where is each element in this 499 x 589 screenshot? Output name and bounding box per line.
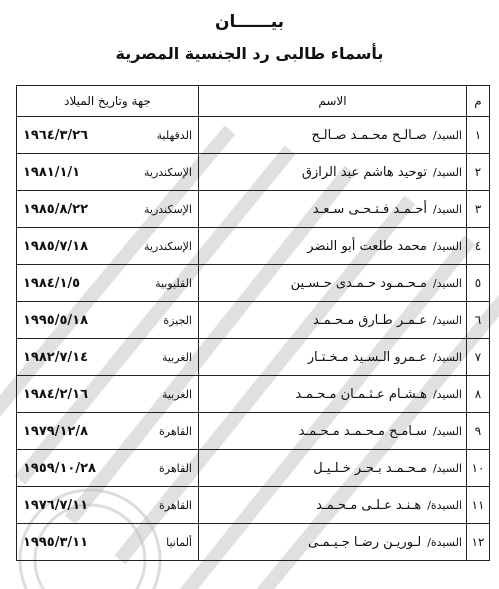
row-number: ١ (467, 117, 490, 154)
table-row (17, 413, 490, 450)
birth-info-cell (17, 376, 199, 413)
birth-info-cell (17, 228, 199, 265)
name-cell (199, 191, 467, 228)
birth-date: ١٩٨٢/٧/١٤ (23, 349, 89, 365)
birth-date: ١٩٩٥/٥/١٨ (23, 312, 89, 328)
birth-info-cell (17, 302, 199, 339)
birth-date: ١٩٩٥/٣/١١ (23, 534, 89, 550)
table-row (17, 376, 490, 413)
row-number: ١٢ (467, 524, 490, 561)
row-number: ٥ (467, 265, 490, 302)
person-name: هـنـد عـلـى مـحـمـد (316, 497, 422, 513)
honorific: السيدة/ (427, 535, 462, 549)
birth-info-cell (17, 265, 199, 302)
birth-info-cell (17, 154, 199, 191)
header-birth-info: جهة وتاريخ الميلاد (17, 86, 199, 117)
row-number: ٩ (467, 413, 490, 450)
name-cell (199, 413, 467, 450)
header-num: م (467, 86, 490, 117)
birth-date: ١٩٧٩/١٢/٨ (23, 423, 89, 439)
honorific: السيدة/ (427, 498, 462, 512)
table-row (17, 302, 490, 339)
table-row (17, 487, 490, 524)
birth-info-cell (17, 413, 199, 450)
birth-place: القاهرة (159, 424, 192, 438)
birth-place: الإسكندرية (144, 202, 192, 216)
person-name: عـمـر طـارق مـحـمـد (313, 312, 427, 328)
document-title: بيــــــان (214, 12, 285, 32)
row-number: ٧ (467, 339, 490, 376)
name-cell (199, 154, 467, 191)
table-row (17, 117, 490, 154)
table-row (17, 265, 490, 302)
person-name: توحيد هاشم عبد الرازق (301, 164, 427, 180)
table-row (17, 191, 490, 228)
table-row (17, 228, 490, 265)
document-subtitle: بأسماء طالبى رد الجنسية المصرية (115, 44, 384, 63)
birth-info-cell (17, 191, 199, 228)
birth-info-cell (17, 524, 199, 561)
honorific: السيد/ (432, 350, 462, 364)
honorific: السيد/ (432, 239, 462, 253)
name-cell (199, 228, 467, 265)
person-name: مـحـمـود حـمـدى حـسـين (290, 275, 427, 291)
name-cell (199, 524, 467, 561)
row-number: ٤ (467, 228, 490, 265)
birth-date: ١٩٨٥/٨/٢٢ (23, 201, 89, 217)
row-number: ٦ (467, 302, 490, 339)
birth-place: القاهرة (159, 461, 192, 475)
birth-date: ١٩٥٩/١٠/٢٨ (23, 460, 96, 476)
table-row (17, 524, 490, 561)
birth-info-cell (17, 487, 199, 524)
birth-date: ١٩٧٦/٧/١١ (23, 497, 89, 513)
row-number: ٢ (467, 154, 490, 191)
person-name: محمد طلعت أبو النضر (307, 238, 427, 254)
table-header-row (17, 86, 490, 117)
birth-place: الجيزة (163, 313, 192, 327)
birth-place: القاهرة (159, 498, 192, 512)
person-name: مـحـمـد بـحـر خـلـيـل (313, 460, 427, 476)
name-cell (199, 376, 467, 413)
birth-place: القليوبية (155, 276, 192, 290)
name-cell (199, 339, 467, 376)
honorific: السيد/ (432, 461, 462, 475)
header-name: الاسم (199, 86, 467, 117)
row-number: ٣ (467, 191, 490, 228)
row-number: ١١ (467, 487, 490, 524)
person-name: سـامـح مـحـمـد مـحـمـد (298, 423, 427, 439)
table-row (17, 339, 490, 376)
name-cell (199, 265, 467, 302)
birth-date: ١٩٨٤/٢/١٦ (23, 386, 89, 402)
honorific: السيد/ (432, 424, 462, 438)
birth-place: الغربية (161, 387, 192, 401)
person-name: لـوريـن رضـا جـيـمـى (308, 534, 422, 550)
birth-place: الإسكندرية (144, 239, 192, 253)
name-cell (199, 302, 467, 339)
birth-place: الإسكندرية (144, 165, 192, 179)
birth-place: ألمانيا (166, 535, 192, 549)
table-row (17, 450, 490, 487)
birth-info-cell (17, 117, 199, 154)
honorific: السيد/ (432, 128, 462, 142)
honorific: السيد/ (432, 313, 462, 327)
birth-info-cell (17, 450, 199, 487)
row-number: ٨ (467, 376, 490, 413)
name-cell (199, 450, 467, 487)
birth-date: ١٩٨٤/١/٥ (23, 275, 81, 291)
birth-place: الغربية (161, 350, 192, 364)
birth-info-cell (17, 339, 199, 376)
table-row (17, 154, 490, 191)
birth-date: ١٩٨٥/٧/١٨ (23, 238, 89, 254)
name-cell (199, 487, 467, 524)
honorific: السيد/ (432, 276, 462, 290)
honorific: السيد/ (432, 165, 462, 179)
birth-date: ١٩٦٤/٣/٢٦ (23, 127, 89, 143)
person-name: أحـمـد فـتـحـى سـعـد (312, 201, 427, 217)
person-name: هـشـام عـثـمـان مـحـمـد (295, 386, 427, 402)
person-name: عـمرو الـسـيد مـخـتـار (307, 349, 427, 365)
person-name: صـالـح محـمـد صـالـح (311, 127, 427, 143)
birth-place: الدقهلية (156, 128, 192, 142)
name-cell (199, 117, 467, 154)
row-number: ١٠ (467, 450, 490, 487)
names-table (16, 85, 490, 561)
birth-date: ١٩٨١/١/١ (23, 164, 81, 180)
honorific: السيد/ (432, 387, 462, 401)
honorific: السيد/ (432, 202, 462, 216)
